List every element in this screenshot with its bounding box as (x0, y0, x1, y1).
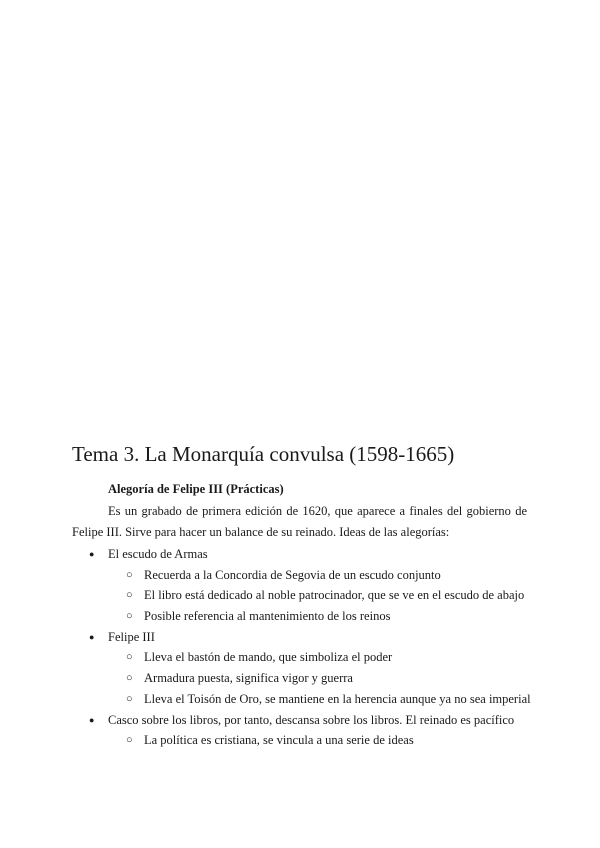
sub-list-item-text: El libro está dedicado al noble patrocinador, que se ve en el escudo de abajo (144, 588, 525, 603)
list-item-text: Casco sobre los libros, por tanto, descansa sobre los libros. El reinado es pacífico (108, 712, 515, 727)
sub-list-item (0, 585, 600, 606)
list-item (0, 627, 600, 648)
sub-list-item-text: Lleva el Toisón de Oro, se mantiene en la herencia aunque ya no sea imperial (144, 691, 531, 706)
page-title: Tema 3. La Monarquía convulsa (1598-1665) (72, 442, 455, 466)
list-item (0, 710, 600, 731)
circle-bullet-icon: ○ (126, 568, 133, 581)
bullet-icon: ● (89, 631, 95, 642)
bullet-icon: ● (89, 549, 95, 559)
sub-list-item (0, 730, 600, 751)
sub-list-item-text: Posible referencia al mantenimiento de los reinos (144, 609, 391, 624)
list-item-text: El escudo de Armas (108, 547, 208, 561)
sub-list-item (0, 647, 600, 668)
sub-list-item (0, 689, 600, 710)
intro-paragraph: Es un grabado de primera edición de 1620, que aparece a finales del gobierno de Felipe III. Sirve para hacer un balance de su reinado. Ideas de las alegorías: (72, 504, 527, 539)
bullet-list (0, 544, 600, 751)
sub-list-item (0, 606, 600, 627)
circle-bullet-icon: ○ (126, 610, 133, 623)
sub-list-item-text: Armadura puesta, significa vigor y guerra (144, 671, 353, 686)
section-heading: Alegoría de Felipe III (Prácticas) (108, 482, 284, 496)
circle-bullet-icon: ○ (126, 672, 133, 685)
circle-bullet-icon: ○ (126, 734, 133, 747)
sub-list-item-text: Recuerda a la Concordia de Segovia de un escudo conjunto (144, 567, 441, 582)
sub-list-item-text: Lleva el bastón de mando, que simboliza el poder (144, 650, 393, 665)
circle-bullet-icon: ○ (126, 589, 133, 602)
sub-list-item (0, 668, 600, 689)
circle-bullet-icon: ○ (126, 651, 133, 664)
circle-bullet-icon: ○ (126, 692, 133, 705)
list-item-text: Felipe III (108, 629, 155, 644)
sub-list-item-text: La política es cristiana, se vincula a una serie de ideas (144, 733, 414, 748)
list-item (0, 544, 600, 565)
sub-list-item (0, 565, 600, 586)
bullet-icon: ● (89, 714, 95, 725)
